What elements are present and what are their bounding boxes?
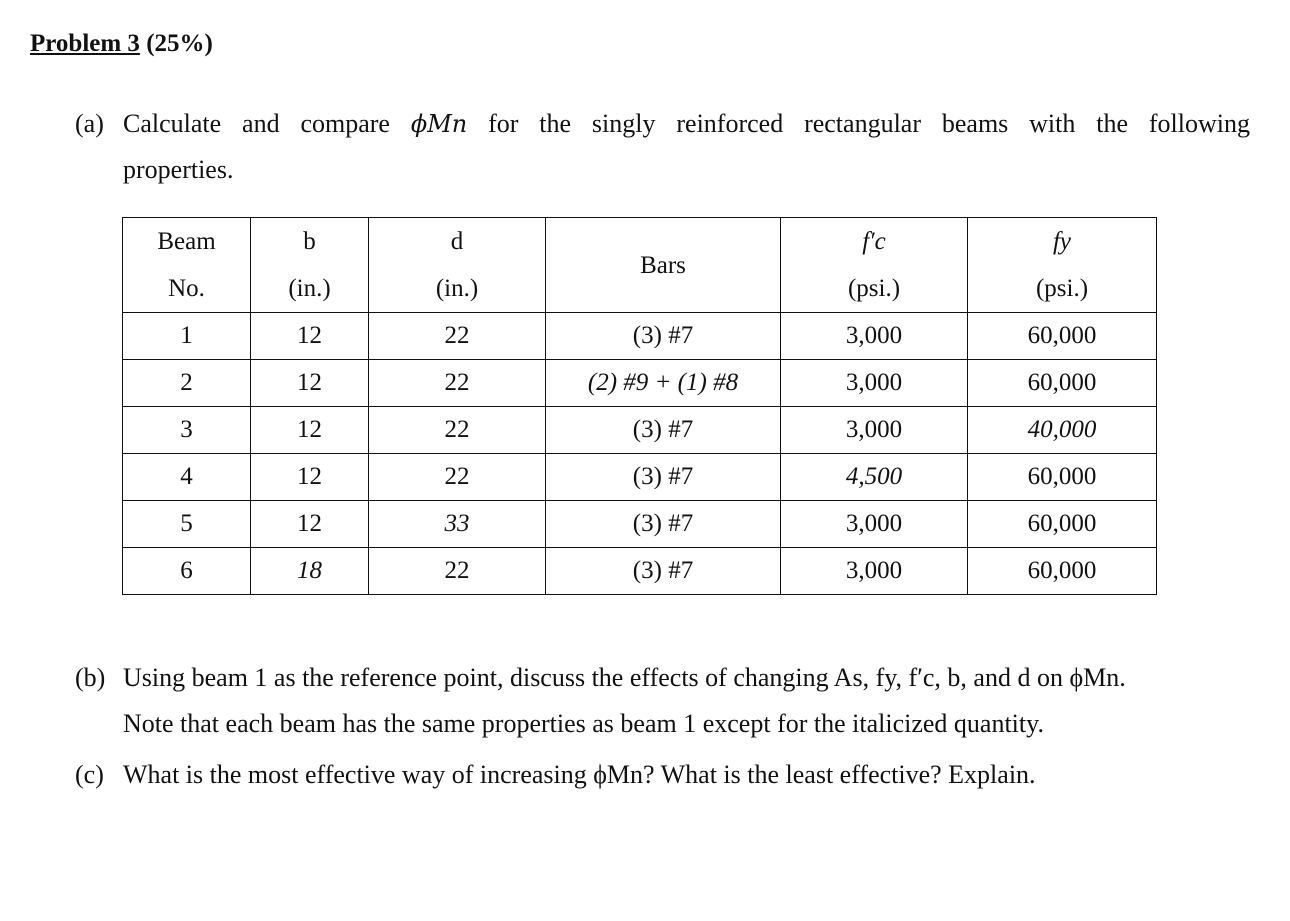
column-header xyxy=(251,218,369,313)
cell-bars: (3) #7 xyxy=(546,454,781,501)
column-header xyxy=(369,218,546,313)
cell-bars: (2) #9 + (1) #8 xyxy=(546,360,781,407)
cell-fc: 3,000 xyxy=(781,548,968,595)
cell-bars: (3) #7 xyxy=(546,313,781,360)
part-b-text xyxy=(123,655,1255,747)
cell-no: 4 xyxy=(123,454,251,501)
table-header-row xyxy=(123,218,1157,313)
column-header xyxy=(781,218,968,313)
cell-d: 22 xyxy=(369,548,546,595)
column-header-top: Beam xyxy=(157,228,216,255)
part-b-line-2: Note that each beam has the same properties as beam 1 except for the italicized quantity. xyxy=(123,709,1044,738)
cell-b: 12 xyxy=(251,454,369,501)
beam-properties-table xyxy=(122,217,1157,595)
cell-d: 33 xyxy=(369,501,546,548)
cell-fy: 60,000 xyxy=(968,454,1157,501)
cell-bars: (3) #7 xyxy=(546,548,781,595)
cell-fy: 60,000 xyxy=(968,548,1157,595)
part-a-label: (a) xyxy=(75,109,104,138)
column-header-unit: No. xyxy=(168,275,205,302)
cell-d: 22 xyxy=(369,360,546,407)
cell-b: 12 xyxy=(251,407,369,454)
cell-fy: 60,000 xyxy=(968,501,1157,548)
cell-bars: (3) #7 xyxy=(546,407,781,454)
column-header-top: f′c xyxy=(862,228,886,255)
table-row xyxy=(123,360,1157,407)
cell-fy: 40,000 xyxy=(968,407,1157,454)
column-header-unit: (in.) xyxy=(435,275,479,302)
cell-d: 22 xyxy=(369,454,546,501)
cell-fc: 3,000 xyxy=(781,501,968,548)
table-row xyxy=(123,501,1157,548)
cell-no: 5 xyxy=(123,501,251,548)
column-header-top: b xyxy=(303,228,316,255)
part-a-line-1-pre: Calculate and compare xyxy=(123,109,390,138)
column-header xyxy=(546,218,781,313)
cell-d: 22 xyxy=(369,407,546,454)
problem-title xyxy=(30,30,213,58)
cell-fc: 3,000 xyxy=(781,407,968,454)
column-header-unit: (psi.) xyxy=(847,275,901,302)
cell-no: 3 xyxy=(123,407,251,454)
table-body xyxy=(123,313,1157,595)
part-c-text: What is the most effective way of increasing ϕMn? What is the least effective? Explain. xyxy=(123,760,1036,789)
part-c-label: (c) xyxy=(75,760,104,789)
cell-d: 22 xyxy=(369,313,546,360)
problem-weight: (25%) xyxy=(146,30,213,57)
column-header-top: Bars xyxy=(640,251,686,279)
table-row xyxy=(123,407,1157,454)
part-b-label: (b) xyxy=(75,663,106,692)
column-header xyxy=(123,218,251,313)
table-row xyxy=(123,454,1157,501)
cell-fy: 60,000 xyxy=(968,360,1157,407)
part-a-line-1-post: for the singly reinforced rectangular beams with the following xyxy=(488,109,1251,138)
part-b-line-1: Using beam 1 as the reference point, discuss the effects of changing As, fy, f′c, b, and d on ϕMn. xyxy=(123,663,1126,692)
phi-mn-symbol: ϕMn xyxy=(410,110,468,138)
cell-no: 6 xyxy=(123,548,251,595)
cell-no: 2 xyxy=(123,360,251,407)
column-header xyxy=(968,218,1157,313)
cell-bars: (3) #7 xyxy=(546,501,781,548)
cell-b: 12 xyxy=(251,360,369,407)
column-header-top: d xyxy=(450,228,464,255)
cell-fc: 4,500 xyxy=(781,454,968,501)
column-header-unit: (psi.) xyxy=(1035,275,1089,302)
part-a-line-2: properties. xyxy=(123,155,234,184)
part-a-line-1 xyxy=(123,101,1250,147)
problem-number: Problem 3 xyxy=(30,30,140,57)
cell-b: 12 xyxy=(251,313,369,360)
cell-no: 1 xyxy=(123,313,251,360)
part-a-text xyxy=(123,101,1250,193)
table-row xyxy=(123,548,1157,595)
cell-b: 12 xyxy=(251,501,369,548)
table-row xyxy=(123,313,1157,360)
column-header-unit: (in.) xyxy=(288,275,331,302)
cell-b: 18 xyxy=(251,548,369,595)
cell-fy: 60,000 xyxy=(968,313,1157,360)
column-header-top: fy xyxy=(1052,228,1072,255)
cell-fc: 3,000 xyxy=(781,360,968,407)
cell-fc: 3,000 xyxy=(781,313,968,360)
